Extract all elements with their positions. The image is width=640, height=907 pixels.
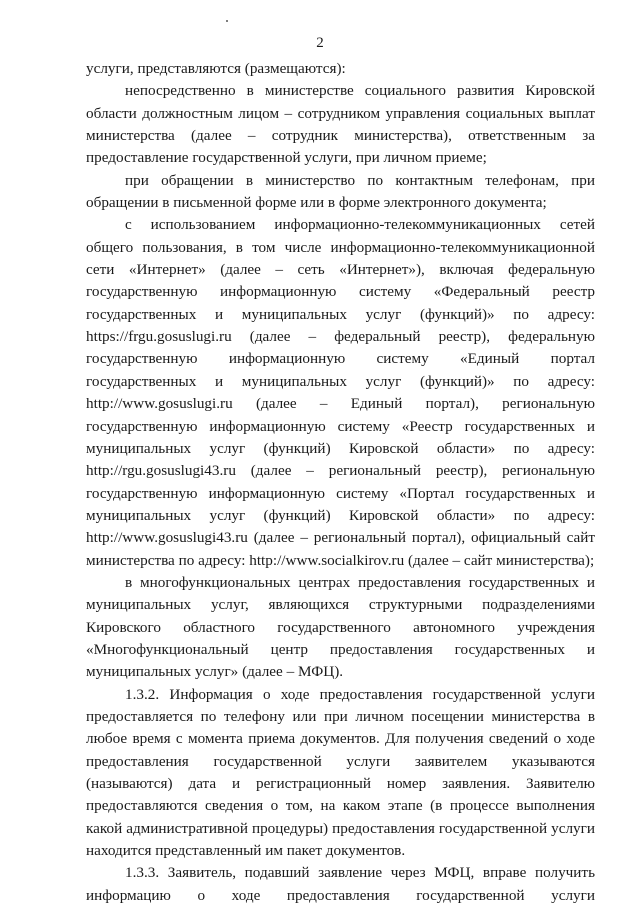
paragraph-1-3-3: 1.3.3. Заявитель, подавший заявление через МФЦ, вправе получить информацию о ходе предоставления государственной услуги <box>86 864 595 904</box>
document-body <box>86 58 595 907</box>
paragraph-in-ministry: непосредственно в министерстве социального развития Кировской области должностным лицом – сотрудником управления социальных выплат министерства (далее – сотрудник министерства), ответственным за предоставление государственной услуги, при личном приеме; <box>86 82 595 167</box>
paragraph-by-phone: при обращении в министерство по контактным телефонам, при обращении в письменной форме или в форме электронного документа; <box>86 171 595 212</box>
scan-speck <box>226 20 228 22</box>
paragraph-mfc: в многофункциональных центрах предоставления государственных и муниципальных услуг, являющихся структурными подразделениями Кировского областного государственного автономного учреждения «Многофункциональный центр предоставления государственных и муниципальных услуг» (далее – МФЦ). <box>86 573 595 681</box>
page-number: 2 <box>316 35 324 51</box>
paragraph-continuation: услуги, представляются (размещаются): <box>86 60 346 77</box>
paragraph-internet: с использованием информационно-телекоммуникационных сетей общего пользования, в том числе информационно-телекоммуникационной сети «Интернет» (далее – сеть «Интернет»), включая федеральную государственную информационную систему «Федеральный реестр государственных и муниципальных услуг (функций)» по адресу: https://frgu.gosuslugi.ru (далее – федеральный реестр), федеральную государственную информационную систему «Единый портал государственных и муниципальных услуг (функций)» по адресу: http://www.gosuslugi.ru (далее – Единый портал), региональную государственную информационную систему «Реестр государственных и муниципальных услуг (функций) Кировской области» по адресу: http://rgu.gosuslugi43.ru (далее – региональный реестр), региональную государственную информационную систему «Портал государственных и муниципальных услуг (функций) Кировской области» по адресу: http://www.gosuslugi43.ru (далее – региональный портал), официальный сайт министерства по адресу: http://www.socialkirov.ru (далее – сайт министерства); <box>86 216 595 569</box>
paragraph-1-3-2: 1.3.2. Информация о ходе предоставления государственной услуги предоставляется по телефону или при личном посещении министерства в любое время с момента приема документов. Для получения сведений о ходе предоставления государственной услуги заявителем указываются (называются) дата и регистрационный номер заявления. Заявителю предоставляются сведения о том, на каком этапе (в процессе выполнения какой административной процедуры) предоставления государственной услуги находится представленный им пакет документов. <box>86 685 595 860</box>
